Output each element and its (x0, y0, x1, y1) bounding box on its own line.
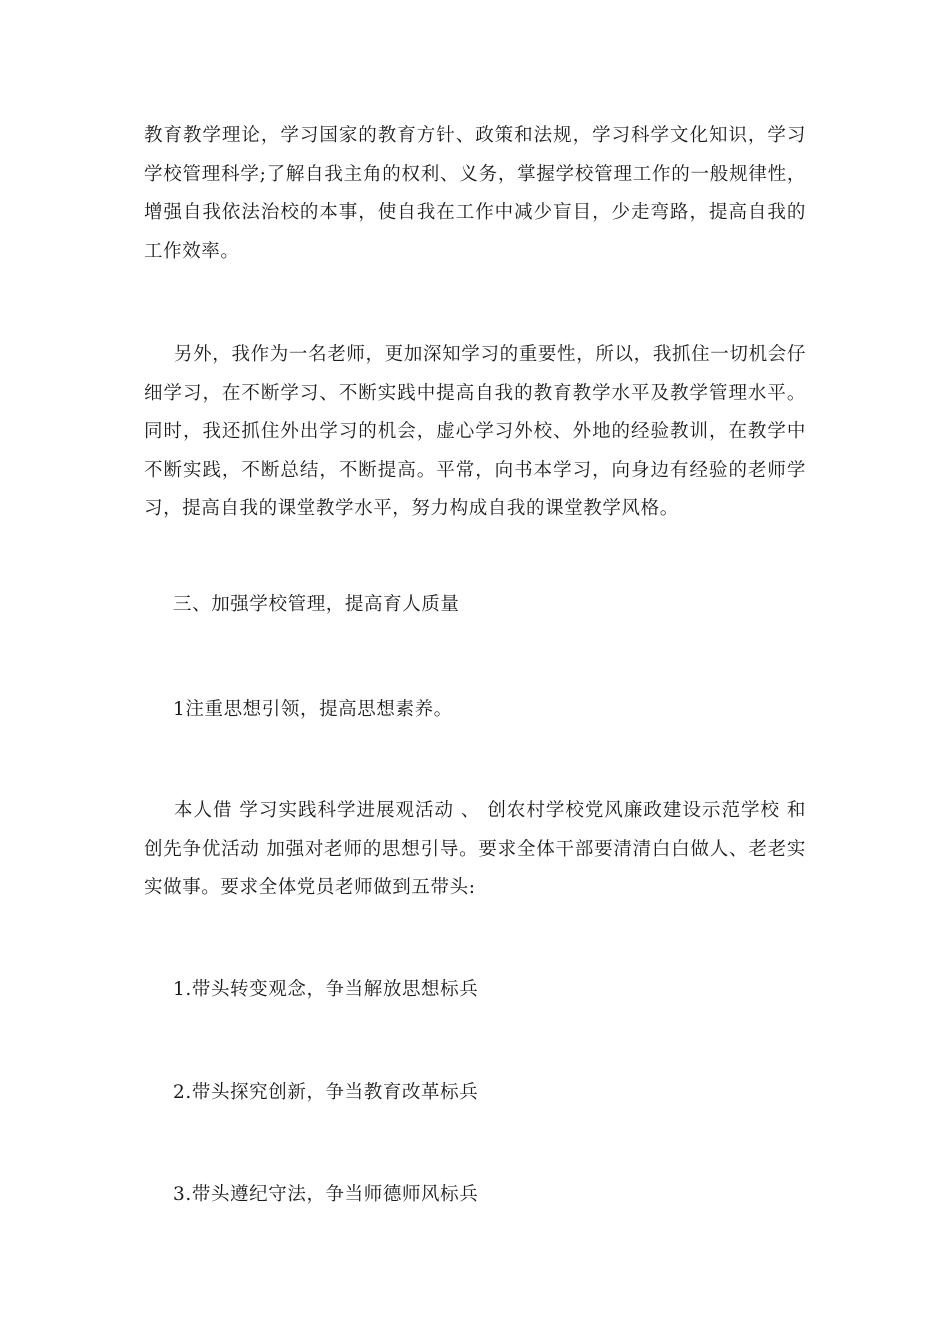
paragraph-education-theory: 教育教学理论，学习国家的教育方针、政策和法规，学习科学文化知识，学习学校管理科学;了解自我主角的权利、义务，掌握学校管理工作的一般规律性，增强自我依法治校的本事，使自我在工作中减少盲目，少走弯路，提高自我的工作效率。 (144, 125, 806, 262)
list-item: 3.带头遵纪守法，争当师德师风标兵 (173, 1184, 479, 1205)
list-item: 2.带头探究创新，争当教育改革标兵 (173, 1082, 479, 1103)
paragraph-ideological-guidance: 本人借 学习实践科学进展观活动 、 创农村学校党风廉政建设示范学校 和创先争优活动 加强对老师的思想引导。要求全体干部要清清白白做人、老老实实做事。要求全体党员老师做到五带头: (144, 800, 806, 898)
section-heading: 三、加强学校管理，提高育人质量 (173, 594, 460, 615)
paragraph-learning-importance: 另外，我作为一名老师，更加深知学习的重要性，所以，我抓住一切机会仔细学习，在不断学习、不断实践中提高自我的教育教学水平及教学管理水平。同时，我还抓住外出学习的机会，虚心学习外校、外地的经验教训，在教学中不断实践，不断总结，不断提高。平常，向书本学习，向身边有经验的老师学习，提高自我的课堂教学水平，努力构成自我的课堂教学风格。 (144, 344, 806, 519)
sub-heading: 1注重思想引领，提高思想素养。 (173, 699, 453, 720)
list-item: 1.带头转变观念，争当解放思想标兵 (173, 979, 479, 1000)
